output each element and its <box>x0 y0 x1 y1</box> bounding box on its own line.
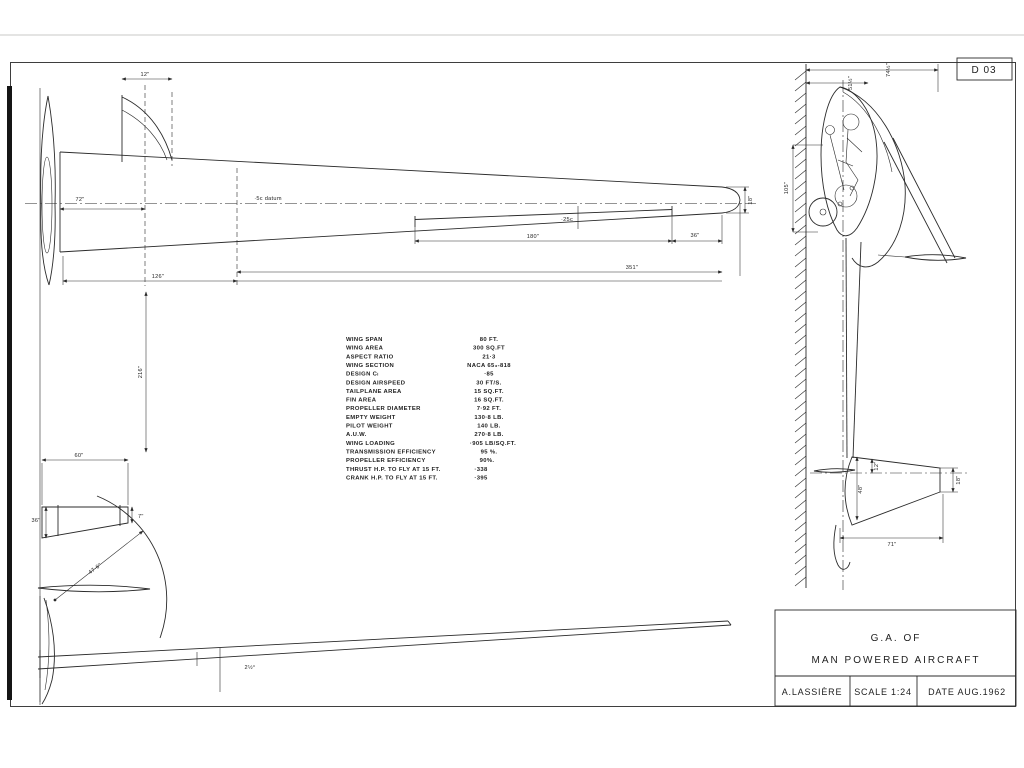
spec-value: ·85 <box>484 371 494 378</box>
spec-label: DESIGN AIRSPEED <box>346 380 406 387</box>
title-line2: MAN POWERED AIRCRAFT <box>811 655 981 666</box>
dim-fin-tip-chord: 18" <box>956 475 962 485</box>
spec-label: EMPTY WEIGHT <box>346 414 396 421</box>
title-block <box>775 610 1016 706</box>
spec-value: 140 LB. <box>477 423 501 430</box>
dim-dihedral-angle: 2½° <box>244 665 256 671</box>
spec-value: 80 FT. <box>479 337 499 343</box>
dim-fin-root-chord: 48" <box>858 484 864 494</box>
dim-outer-panel-span: 351" <box>625 265 639 271</box>
spec-label: WING AREA <box>346 345 384 352</box>
spec-value: NACA 65₃-818 <box>467 363 511 369</box>
title-line1: G.A. OF <box>870 633 922 644</box>
spec-label: PROPELLER DIAMETER <box>346 406 421 413</box>
spec-value: 7·92 FT. <box>476 406 502 413</box>
front-view <box>31 453 731 705</box>
title-author: A.LASSIÈRE <box>781 687 843 697</box>
dim-aileron-span: 180" <box>526 234 540 240</box>
spec-value: ·338 <box>474 466 488 473</box>
dim-tailplane-span: 60" <box>74 453 84 459</box>
spec-label: PILOT WEIGHT <box>346 423 393 430</box>
title-scale: SCALE 1:24 <box>854 687 912 697</box>
spec-label: A.U.W. <box>346 432 367 439</box>
spec-value: ·395 <box>474 475 488 482</box>
side-elevation-view <box>784 63 968 590</box>
specification-table <box>346 337 516 481</box>
drawing-number-box <box>957 58 1012 80</box>
scan-edge-bar <box>7 86 12 700</box>
datum-label: ·5c datum <box>254 196 282 202</box>
dim-tip-detail-width: 12" <box>140 72 150 78</box>
spec-label: FIN AREA <box>346 397 377 404</box>
spec-label: DESIGN Cₗ <box>346 371 379 378</box>
dim-tip-bay: 36" <box>690 233 700 239</box>
dim-aileron-chord: ·25c <box>560 217 574 223</box>
spec-value: 21·3 <box>482 354 496 361</box>
ground-hatching <box>795 71 806 586</box>
dim-nose-overall: 74½" <box>886 62 892 78</box>
spec-value: 15 SQ.FT. <box>474 388 504 395</box>
spec-label: ASPECT RATIO <box>346 354 394 361</box>
dim-fin-span: 71" <box>887 542 897 548</box>
dim-tailplane-tip: 7" <box>138 514 144 520</box>
pilot-figure <box>826 114 863 207</box>
dim-root-station: 72" <box>75 197 85 203</box>
spec-label: WING SECTION <box>346 363 395 369</box>
dim-tailplane-root: 36" <box>31 518 41 524</box>
dim-ground-to-wing: 105" <box>784 181 790 195</box>
spec-label: WING LOADING <box>346 440 396 447</box>
dim-tip-chord: 18" <box>748 195 754 205</box>
spec-label: PROPELLER EFFICIENCY <box>346 458 426 465</box>
dim-fin-upper-bay: 12" <box>874 461 880 471</box>
spec-value: 90%. <box>479 458 495 465</box>
wing-plan-view <box>25 72 756 702</box>
spec-label: TAILPLANE AREA <box>346 388 402 395</box>
spec-value: 95 %. <box>480 449 498 456</box>
dim-spar-station: 216" <box>138 365 144 379</box>
dim-propeller-radius: 47·6" <box>87 562 104 577</box>
title-date: DATE AUG.1962 <box>928 687 1006 697</box>
spec-value: 270·8 LB. <box>474 432 504 439</box>
spec-label: TRANSMISSION EFFICIENCY <box>346 449 436 456</box>
spec-label: CRANK H.P. TO FLY AT 15 FT. <box>346 475 438 482</box>
dim-center-section: 126" <box>151 274 165 280</box>
spec-value: 300 SQ.FT <box>473 345 505 352</box>
spec-value: 30 FT/S. <box>476 380 502 387</box>
spec-label: WING SPAN <box>346 337 383 343</box>
dim-nose-to-axle: 51½" <box>848 75 854 91</box>
spec-label: THRUST H.P. TO FLY AT 15 FT. <box>346 466 441 473</box>
spec-value: 130·8 LB. <box>474 414 504 421</box>
drawing-number: D 03 <box>971 65 997 76</box>
spec-value: ·905 LB/SQ.FT. <box>469 440 517 447</box>
spec-value: 16 SQ.FT. <box>474 397 504 404</box>
